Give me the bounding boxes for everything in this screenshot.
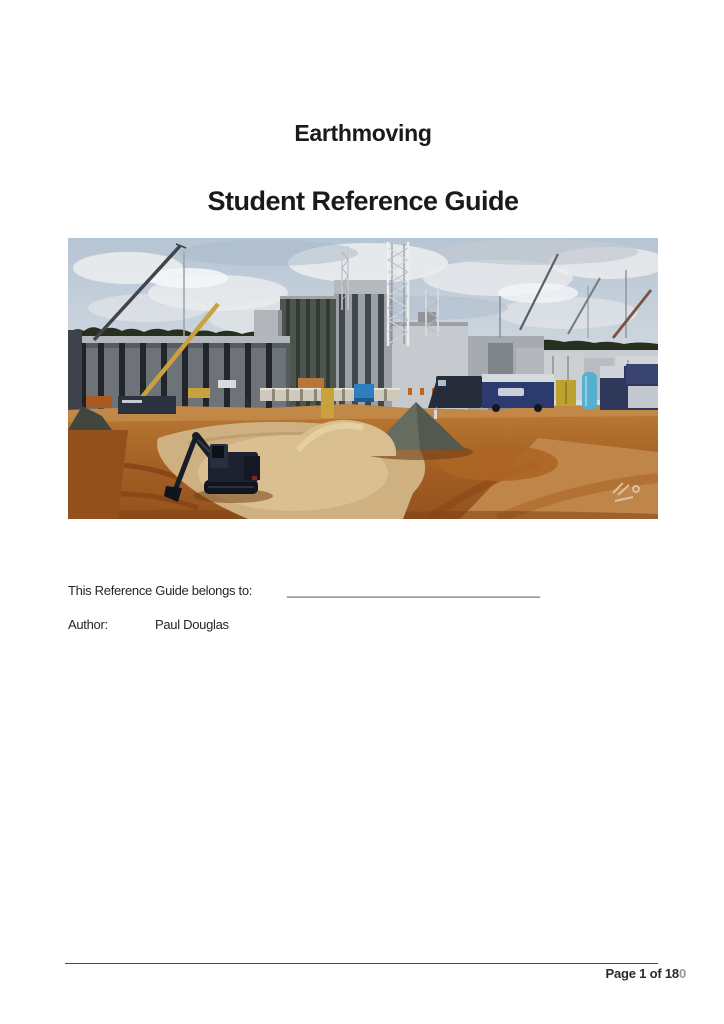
- page-title: Earthmoving: [294, 120, 432, 146]
- page-subtitle: Student Reference Guide: [207, 186, 519, 216]
- author-name: Paul Douglas: [155, 617, 229, 632]
- ground: [68, 404, 658, 519]
- construction-site-photo: [68, 238, 658, 519]
- belongs-to-label: This Reference Guide belongs to:: [68, 583, 253, 598]
- belongs-to-blank-line: ___________________________________: [287, 583, 541, 598]
- page-number: [606, 966, 687, 981]
- footer-divider: [65, 963, 658, 964]
- page-number-last-digit: 0: [678, 966, 686, 981]
- page-number-main: Page 1 of 18: [605, 966, 679, 981]
- author-label: Author:: [68, 617, 108, 632]
